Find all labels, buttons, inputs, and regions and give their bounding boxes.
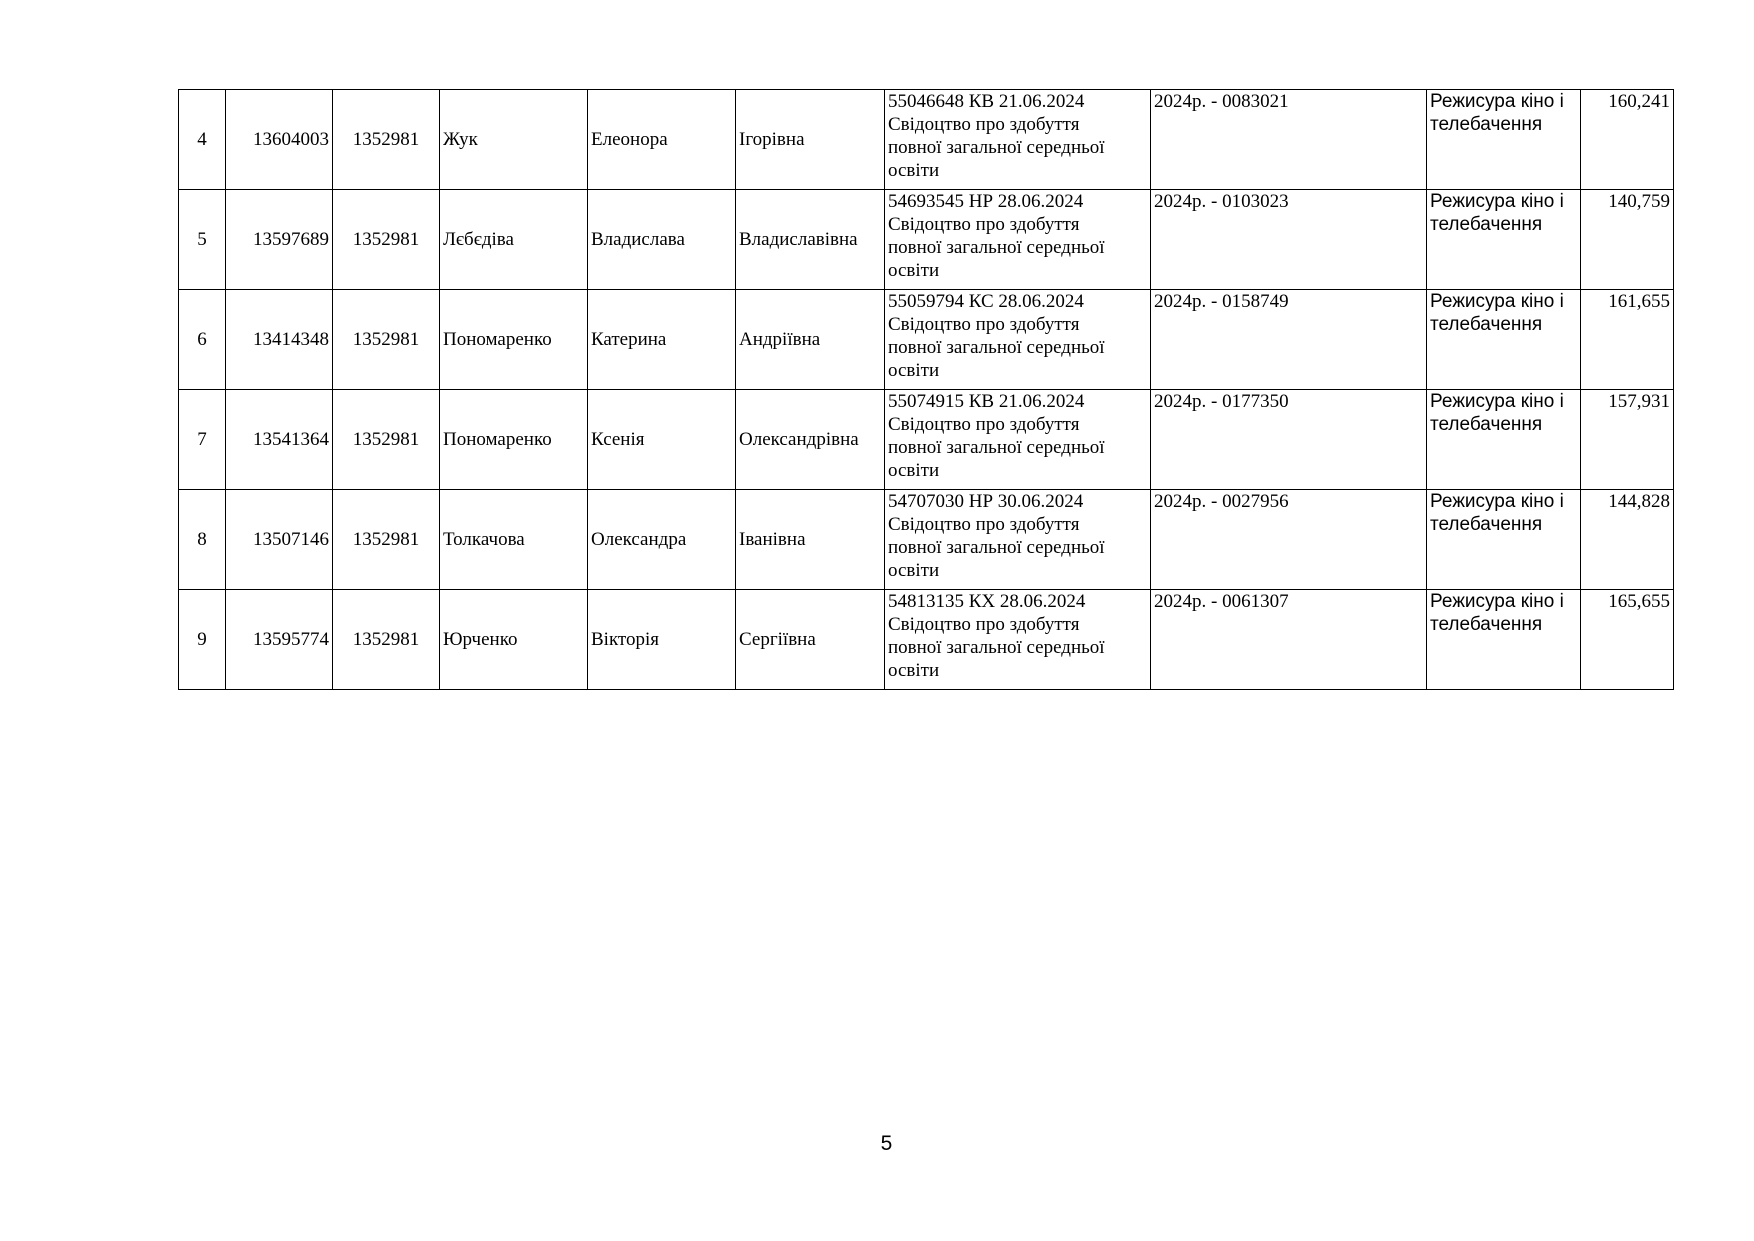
last-name-cell: Пономаренко — [440, 390, 588, 490]
education-document-cell — [885, 490, 1151, 590]
table-row — [179, 290, 1674, 390]
specialty-line: телебачення — [1430, 514, 1543, 535]
education-document-line: освіти — [888, 560, 940, 581]
first-name-cell: Олександра — [588, 490, 736, 590]
competitive-score-cell: 165,655 — [1581, 590, 1674, 690]
page-number: 5 — [880, 1132, 893, 1155]
specialty-line: телебачення — [1430, 214, 1543, 235]
education-document-line: освіти — [888, 360, 940, 381]
education-document-line: повної загальної середньої — [888, 137, 1105, 158]
specialty-line: Режисура кіно і — [1430, 191, 1564, 212]
last-name-cell: Пономаренко — [440, 290, 588, 390]
specialty-cell — [1427, 190, 1581, 290]
education-document-line: повної загальної середньої — [888, 637, 1105, 658]
applicant-id-cell: 13595774 — [226, 590, 333, 690]
first-name-cell: Елеонора — [588, 90, 736, 190]
specialty-cell — [1427, 590, 1581, 690]
education-document-line: освіти — [888, 660, 940, 681]
table-row — [179, 190, 1674, 290]
competitive-score-cell: 161,655 — [1581, 290, 1674, 390]
first-name-cell: Вікторія — [588, 590, 736, 690]
registration-number-cell: 2024р. - 0027956 — [1151, 490, 1427, 590]
registration-number-cell: 2024р. - 0177350 — [1151, 390, 1427, 490]
education-document-line: 54693545 НР 28.06.2024 — [888, 191, 1084, 212]
specialty-line: Режисура кіно і — [1430, 591, 1564, 612]
education-document-line: освіти — [888, 460, 940, 481]
patronymic-cell: Андріївна — [736, 290, 885, 390]
education-document-line: 55046648 КВ 21.06.2024 — [888, 91, 1085, 112]
row-number-cell: 7 — [179, 390, 226, 490]
table-row — [179, 90, 1674, 190]
row-number-cell: 8 — [179, 490, 226, 590]
education-document-line: Свідоцтво про здобуття — [888, 114, 1080, 135]
education-document-line: Свідоцтво про здобуття — [888, 214, 1080, 235]
applicant-id-cell: 13507146 — [226, 490, 333, 590]
education-document-cell — [885, 390, 1151, 490]
table-body — [179, 90, 1674, 690]
last-name-cell: Лєбєдіва — [440, 190, 588, 290]
offer-code-cell: 1352981 — [333, 290, 440, 390]
competitive-score-cell: 140,759 — [1581, 190, 1674, 290]
offer-code-cell: 1352981 — [333, 190, 440, 290]
row-number-cell: 4 — [179, 90, 226, 190]
specialty-line: Режисура кіно і — [1430, 91, 1564, 112]
table-row — [179, 390, 1674, 490]
education-document-line: 54707030 НР 30.06.2024 — [888, 491, 1084, 512]
patronymic-cell: Владиславівна — [736, 190, 885, 290]
specialty-cell — [1427, 90, 1581, 190]
registration-number-cell: 2024р. - 0158749 — [1151, 290, 1427, 390]
offer-code-cell: 1352981 — [333, 490, 440, 590]
first-name-cell: Катерина — [588, 290, 736, 390]
table-row — [179, 590, 1674, 690]
education-document-line: 55074915 КВ 21.06.2024 — [888, 391, 1085, 412]
specialty-line: телебачення — [1430, 614, 1543, 635]
first-name-cell: Ксенія — [588, 390, 736, 490]
education-document-line: 54813135 КХ 28.06.2024 — [888, 591, 1086, 612]
specialty-line: телебачення — [1430, 314, 1543, 335]
education-document-line: освіти — [888, 160, 940, 181]
education-document-cell — [885, 190, 1151, 290]
education-document-cell — [885, 590, 1151, 690]
education-document-line: Свідоцтво про здобуття — [888, 314, 1080, 335]
competitive-score-cell: 144,828 — [1581, 490, 1674, 590]
education-document-cell — [885, 90, 1151, 190]
specialty-cell — [1427, 490, 1581, 590]
registration-number-cell: 2024р. - 0061307 — [1151, 590, 1427, 690]
row-number-cell: 5 — [179, 190, 226, 290]
last-name-cell: Жук — [440, 90, 588, 190]
row-number-cell: 9 — [179, 590, 226, 690]
registration-number-cell: 2024р. - 0083021 — [1151, 90, 1427, 190]
table-row — [179, 490, 1674, 590]
specialty-line: телебачення — [1430, 414, 1543, 435]
education-document-line: повної загальної середньої — [888, 437, 1105, 458]
education-document-line: повної загальної середньої — [888, 337, 1105, 358]
education-document-line: освіти — [888, 260, 940, 281]
patronymic-cell: Ігорівна — [736, 90, 885, 190]
patronymic-cell: Іванівна — [736, 490, 885, 590]
applicant-id-cell: 13597689 — [226, 190, 333, 290]
registration-number-cell: 2024р. - 0103023 — [1151, 190, 1427, 290]
education-document-cell — [885, 290, 1151, 390]
patronymic-cell: Сергіївна — [736, 590, 885, 690]
specialty-line: Режисура кіно і — [1430, 391, 1564, 412]
specialty-cell — [1427, 290, 1581, 390]
education-document-line: 55059794 КС 28.06.2024 — [888, 291, 1084, 312]
offer-code-cell: 1352981 — [333, 590, 440, 690]
offer-code-cell: 1352981 — [333, 90, 440, 190]
specialty-line: телебачення — [1430, 114, 1543, 135]
first-name-cell: Владислава — [588, 190, 736, 290]
education-document-line: повної загальної середньої — [888, 237, 1105, 258]
specialty-line: Режисура кіно і — [1430, 291, 1564, 312]
specialty-line: Режисура кіно і — [1430, 491, 1564, 512]
education-document-line: повної загальної середньої — [888, 537, 1105, 558]
competitive-score-cell: 157,931 — [1581, 390, 1674, 490]
education-document-line: Свідоцтво про здобуття — [888, 414, 1080, 435]
last-name-cell: Юрченко — [440, 590, 588, 690]
education-document-line: Свідоцтво про здобуття — [888, 614, 1080, 635]
education-document-line: Свідоцтво про здобуття — [888, 514, 1080, 535]
applicants-table — [178, 89, 1674, 690]
patronymic-cell: Олександрівна — [736, 390, 885, 490]
row-number-cell: 6 — [179, 290, 226, 390]
offer-code-cell: 1352981 — [333, 390, 440, 490]
applicant-id-cell: 13541364 — [226, 390, 333, 490]
competitive-score-cell: 160,241 — [1581, 90, 1674, 190]
last-name-cell: Толкачова — [440, 490, 588, 590]
specialty-cell — [1427, 390, 1581, 490]
applicant-id-cell: 13604003 — [226, 90, 333, 190]
applicant-id-cell: 13414348 — [226, 290, 333, 390]
